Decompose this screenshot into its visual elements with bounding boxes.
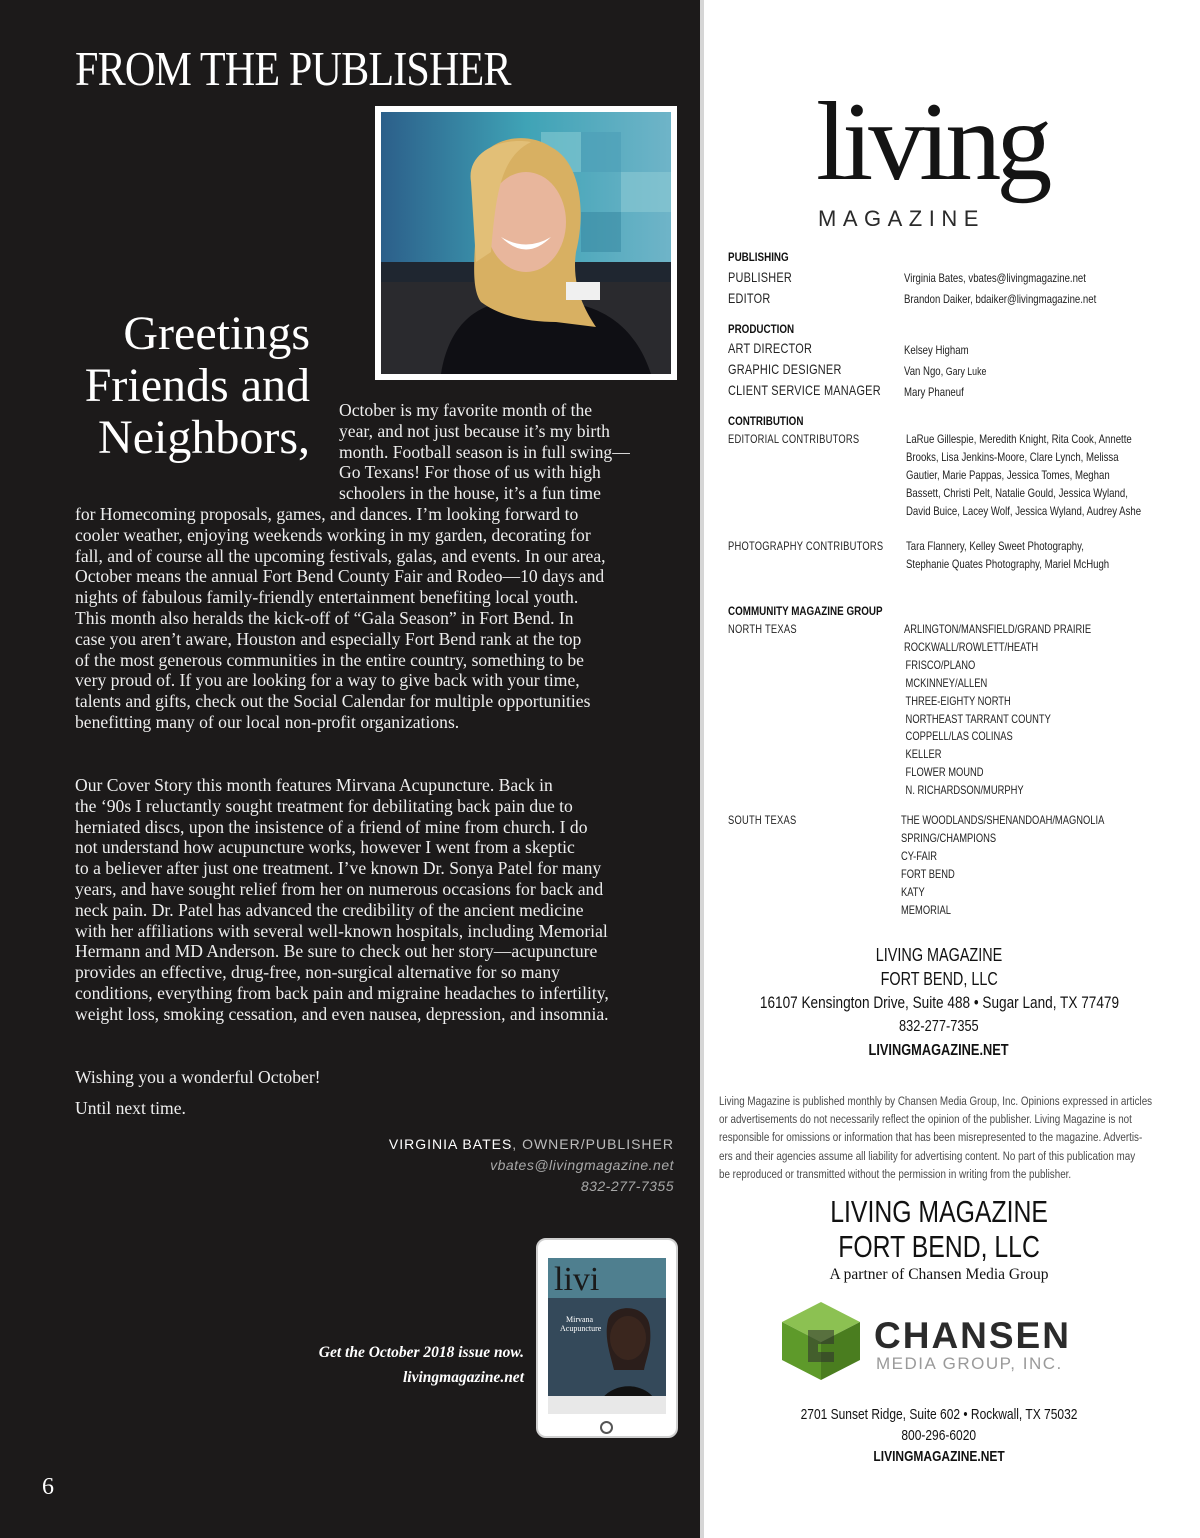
region-item: THREE-EIGHTY NORTH [905, 693, 1011, 708]
chansen-phone: 800-296-6020 [901, 1427, 977, 1444]
website-link[interactable]: LIVINGMAGAZINE.NET [868, 1042, 1010, 1059]
letter-line: weight loss, smoking cessation, and even nausea, depression, and insomnia. [75, 1003, 609, 1024]
letter-line: October is my favorite month of the [339, 400, 593, 420]
issue-promo-link[interactable]: livingmagazine.net [403, 1369, 524, 1386]
graphic-designer-value [904, 364, 986, 378]
letter-paragraph-2 [75, 775, 609, 1025]
client-service-label: CLIENT SERVICE MANAGER [728, 382, 881, 398]
publication-disclaimer [719, 1092, 1151, 1183]
closing-wish: Wishing you a wonderful October! [75, 1067, 321, 1087]
letter-line: cooler weather, enjoying weekends working in my garden, decorating for [75, 524, 591, 545]
street-address: 16107 Kensington Drive, Suite 488 • Sugar Land, TX 77479 [759, 993, 1119, 1012]
graphic-designer-label: GRAPHIC DESIGNER [728, 361, 842, 377]
footer-company-name-1: LIVING MAGAZINE [830, 1194, 1048, 1229]
region-item: SPRING/CHAMPIONS [901, 830, 997, 845]
letter-line: neck pain. Dr. Patel has advanced the credibility of the ancient medicine [75, 899, 584, 920]
region-item: FRISCO/PLANO [905, 657, 976, 672]
signature-email-link[interactable]: vbates@livingmagazine.net [490, 1157, 674, 1173]
letter-line: Our Cover Story this month features Mirvana Acupuncture. Back in [75, 775, 553, 795]
letter-line: case you aren’t aware, Houston and especially Fort Bend rank at the top [75, 628, 582, 649]
greeting-line: Neighbors, [98, 411, 310, 464]
contributor-line: David Buice, Lacey Wolf, Jessica Wyland, Audrey Ashe [906, 503, 1142, 518]
region-item: THE WOODLANDS/SHENANDOAH/MAGNOLIA [901, 813, 1105, 827]
photography-contributors-label: PHOTOGRAPHY CONTRIBUTORS [728, 539, 884, 553]
region-item: MEMORIAL [901, 902, 951, 917]
letter-line: Hermann and MD Anderson. Be sure to check out her story—acupuncture [75, 941, 598, 962]
tablet-issue-preview[interactable] [536, 1238, 678, 1438]
region-item: CY-FAIR [901, 848, 938, 863]
issue-promo-text: Get the October 2018 issue now. [318, 1344, 524, 1361]
contributor-line: Tara Flannery, Kelley Sweet Photography, [906, 539, 1084, 553]
editor-label: EDITOR [728, 290, 771, 306]
letter-paragraph-1 [75, 504, 606, 733]
letter-line: very proud of. If you are looking for a way to give back with your time, [75, 670, 580, 691]
svg-text:Acupuncture: Acupuncture [560, 1324, 602, 1333]
fort-bend-address-block [704, 943, 1174, 1063]
greeting-line: Friends and [84, 359, 310, 412]
disclaimer-line: Living Magazine is published monthly by Chansen Media Group, Inc. Opinions expressed in articles [719, 1094, 1153, 1108]
contributor-line: Stephanie Quates Photography, Mariel McHugh [906, 556, 1110, 571]
region-item: FORT BEND [901, 866, 955, 881]
letter-line: of the most generous communities in the entire country, something to be [75, 649, 584, 670]
letter-line: to a believer after just one treatment. I’ve known Dr. Sonya Patel for many [75, 858, 602, 879]
letter-paragraph-1-wrap [339, 400, 630, 504]
region-item: KELLER [905, 747, 942, 762]
masthead-panel [704, 0, 1200, 1538]
letter-line: Go Texans! For those of us with high [339, 462, 601, 483]
publisher-photo-image [381, 112, 671, 374]
living-logo-word: living [816, 80, 1048, 204]
publisher-label: PUBLISHER [728, 269, 793, 285]
south-texas-label: SOUTH TEXAS [728, 813, 797, 827]
letter-line: for Homecoming proposals, games, and dances. I’m looking forward to [75, 504, 579, 524]
south-texas-regions [901, 812, 1104, 919]
page-number: 6 [42, 1474, 54, 1500]
art-director-value: Kelsey Higham [904, 343, 969, 357]
region-item: FLOWER MOUND [905, 765, 984, 780]
letter-line: herniated discs, upon the insistence of a friend of mine from church. I do [75, 816, 588, 837]
signature-person: VIRGINIA BATES [388, 1136, 513, 1152]
chansen-cube-icon [778, 1300, 864, 1382]
closing-signoff: Until next time. [75, 1098, 186, 1118]
section-heading-production: PRODUCTION [728, 322, 795, 336]
letter-line: the ‘90s I reluctantly sought treatment for debilitating back pain due to [75, 795, 573, 816]
cover-image [548, 1258, 666, 1414]
chansen-website-link[interactable]: LIVINGMAGAZINE.NET [873, 1448, 1005, 1465]
contributor-line: Bassett, Christi Pelt, Natalie Gould, Jessica Wyland, [906, 485, 1128, 500]
section-heading-community: COMMUNITY MAGAZINE GROUP [728, 604, 883, 618]
letter-line: month. Football season is in full swing— [339, 441, 630, 462]
signature-name [389, 1136, 674, 1152]
region-item: KATY [901, 884, 925, 899]
company-name-line-1: LIVING MAGAZINE [875, 945, 1003, 965]
graphic-designer-primary: Van Ngo, [904, 364, 944, 378]
disclaimer-line: ers and their agencies assume all liability for advertising content. No part of this publication may [719, 1148, 1136, 1163]
north-texas-regions [904, 621, 1091, 800]
chansen-street: 2701 Sunset Ridge, Suite 602 • Rockwall, TX 75032 [800, 1406, 1078, 1423]
letter-line: not understand how acupuncture works, however I went from a skeptic [75, 837, 575, 858]
region-item: ROCKWALL/ROWLETT/HEATH [904, 639, 1039, 654]
tablet-home-button [600, 1421, 613, 1434]
region-item: NORTHEAST TARRANT COUNTY [905, 711, 1051, 726]
living-logo-subtitle: MAGAZINE [818, 206, 985, 231]
disclaimer-line: or advertisements do not necessarily reflect the opinion of the publisher. Living Magazine is not [719, 1112, 1132, 1127]
photography-contributors-list [906, 538, 1109, 574]
section-heading-publishing: PUBLISHING [728, 250, 789, 264]
letter-line: with her affiliations with several well-known hospitals, including Memorial [75, 920, 608, 941]
region-item: N. RICHARDSON/MURPHY [905, 783, 1024, 798]
letter-line: schoolers in the house, it’s a fun time [339, 483, 601, 504]
letter-line: fall, and of course all the upcoming festivals, galas, and events. In our area, [75, 545, 606, 566]
footer-company-name-2: FORT BEND, LLC [838, 1229, 1040, 1264]
north-texas-label: NORTH TEXAS [728, 622, 797, 636]
signature-role: , OWNER/PUBLISHER [512, 1136, 674, 1152]
phone-number: 832-277-7355 [899, 1018, 979, 1035]
letter-line: benefitting many of our local non-profit organizations. [75, 711, 460, 732]
editorial-contributors-list [906, 431, 1141, 521]
chansen-subtitle: MEDIA GROUP, INC. [876, 1354, 1063, 1373]
region-item: COPPELL/LAS COLINAS [905, 729, 1013, 744]
publisher-photo-frame [375, 106, 677, 380]
letter-line: year, and not just because it’s my birth [339, 420, 610, 441]
letter-line: nights of fabulous family-friendly entertainment benefiting local youth. [75, 587, 579, 608]
editor-value: Brandon Daiker, bdaiker@livingmagazine.net [904, 292, 1097, 306]
graphic-designer-secondary: Gary Luke [943, 366, 987, 378]
signature-phone: 832-277-7355 [580, 1178, 674, 1194]
letter-line: talents and gifts, check out the Social Calendar for multiple opportunities [75, 691, 591, 712]
section-heading-contribution: CONTRIBUTION [728, 414, 804, 428]
region-item: ARLINGTON/MANSFIELD/GRAND PRAIRIE [904, 622, 1092, 636]
partner-line: A partner of Chansen Media Group [829, 1266, 1049, 1283]
letter-line: conditions, everything from back pain and migraine headaches to infertility, [75, 982, 609, 1003]
svg-text:Mirvana: Mirvana [566, 1315, 594, 1324]
disclaimer-line: responsible for omissions or information that has been misrepresented to the magazine. Advertis- [719, 1130, 1143, 1145]
contributor-line: LaRue Gillespie, Meredith Knight, Rita Cook, Annette [906, 432, 1132, 446]
letter-line: October means the annual Fort Bend County Fair and Rodeo—10 days and [75, 566, 605, 587]
editorial-contributors-label: EDITORIAL CONTRIBUTORS [728, 432, 860, 446]
letter-line: This month also heralds the kick-off of “Gala Season” in Fort Bend. In [75, 607, 574, 628]
footer-company-block [704, 1194, 1174, 1286]
greeting-headline [10, 308, 310, 464]
client-service-value: Mary Phaneuf [904, 385, 964, 399]
contributor-line: Gautier, Marie Pappas, Jessica Tomes, Meghan [906, 467, 1110, 482]
publisher-photo [381, 112, 671, 374]
greeting-line: Greetings [123, 307, 310, 360]
svg-text:livi: livi [554, 1261, 600, 1298]
magazine-cover-thumbnail [548, 1258, 666, 1414]
contributor-line: Brooks, Lisa Jenkins-Moore, Clare Lynch, Melissa [906, 449, 1119, 464]
publisher-value: Virginia Bates, vbates@livingmagazine.net [904, 271, 1086, 285]
company-name-line-2: FORT BEND, LLC [880, 969, 998, 989]
chansen-address-block [704, 1404, 1174, 1467]
letter-line: provides an effective, drug-free, non-surgical alternative for so many [75, 962, 560, 983]
letter-line: years, and have sought relief from her on numerous occasions for back and [75, 878, 604, 899]
page-heading: FROM THE PUBLISHER [75, 41, 511, 96]
disclaimer-line: be reproduced or transmitted without the permission in writing from the publisher. [719, 1166, 1072, 1181]
chansen-wordmark: CHANSEN [874, 1315, 1071, 1356]
region-item: MCKINNEY/ALLEN [905, 675, 988, 690]
art-director-label: ART DIRECTOR [728, 340, 813, 356]
